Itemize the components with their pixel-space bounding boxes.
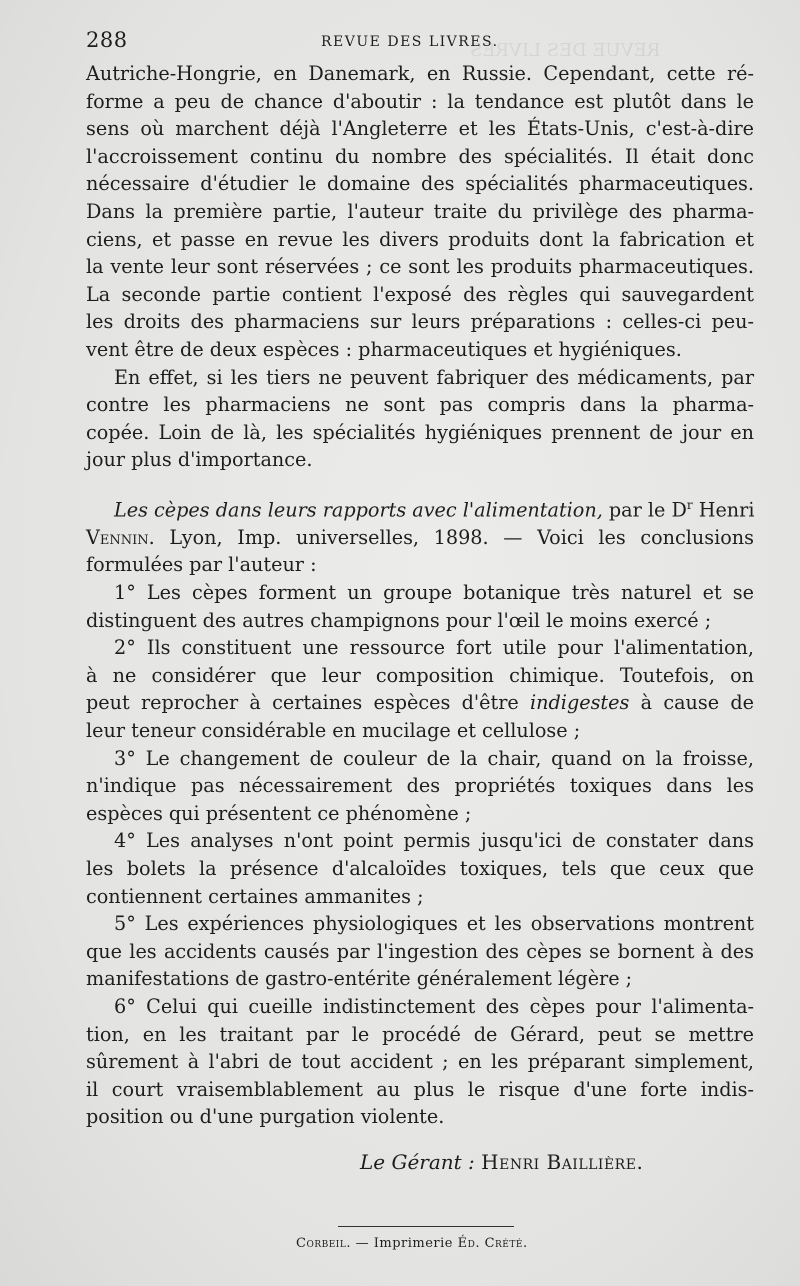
text-line: les bolets la présence d'alcaloïdes toxiques, tels que ceux que [86,857,754,881]
text-line: nécessaire d'étudier le domaine des spécialités pharmaceutiques. [86,172,754,196]
text-line: peut reprocher à certaines espèces d'être indigestes à cause de [86,691,754,715]
text-line: copée. Loin de là, les spécialités hygiéniques prennent de jour en [86,420,754,444]
text-line: Autriche-Hongrie, en Danemark, en Russie. Cependant, cette ré- [86,62,754,85]
book-review-entry [86,492,754,579]
imprint-city: Corbeil [296,1236,347,1251]
text-line: la vente leur sont réservées ; ce sont les produits pharmaceutiques. [86,255,754,279]
conclusion-5 [86,910,754,993]
book-title: Les cèpes dans leurs rapports avec l'alimentation, [114,498,603,522]
text-line: La seconde partie contient l'exposé des règles qui sauvegardent [86,282,754,306]
text-line: l'accroissement continu du nombre des spécialités. Il était donc [86,144,754,168]
text-line: 6° Celui qui cueille indistinctement des cèpes pour l'alimenta- [114,994,754,1018]
paragraph-2 [86,364,754,474]
text-line: manifestations de gastro-entérite généralement légère ; [86,967,633,991]
text-line: contiennent certaines ammanites ; [86,884,424,908]
text-line: Dans la première partie, l'auteur traite du privilège des pharma- [86,199,754,223]
page-header [86,28,754,64]
text-line: n'indique pas nécessairement des propriétés toxiques dans les [86,774,754,798]
printer-imprint: Corbeil. — Imprimerie Éd. Crété. [296,1236,528,1251]
running-head: REVUE DES LIVRES. [321,34,499,50]
text-line: En effet, si les tiers ne peuvent fabriquer des médicaments, par [114,365,754,389]
section-gap [86,474,754,492]
text-line: 3° Le changement de couleur de la chair, quand on la froisse, [114,746,754,770]
text-line: 1° Les cèpes forment un groupe botanique très naturel et se [114,581,754,605]
text-line: sûrement à l'abri de tout accident ; en les préparant simplement, [86,1050,754,1074]
text-line: 4° Les analyses n'ont point permis jusqu'ici de constater dans [114,829,754,853]
imprint-printer: Éd. Crété. [457,1236,528,1251]
text-line: contre les pharmaciens ne sont pas compris dans la pharma- [86,393,754,417]
text-line: distinguent des autres champignons pour l'œil le moins exercé ; [86,608,712,632]
conclusion-6 [86,993,754,1131]
signature-name: Henri Baillière. [481,1150,644,1174]
text-line: il court vraisemblablement au plus le risque d'une forte indis- [86,1077,754,1101]
text-line: les droits des pharmaciens sur leurs préparations : celles-ci peu- [86,310,754,334]
text-line: jour plus d'importance. [86,448,313,472]
text-line: vent être de deux espèces : pharmaceutiques et hygiéniques. [86,337,682,361]
text-line: forme a peu de chance d'aboutir : la tendance est plutôt dans le [86,89,754,113]
text-line: 5° Les expériences physiologiques et les observations montrent [114,912,754,936]
signature [360,1150,643,1174]
page-number: 288 [86,28,128,52]
review-citation-line: Vennin. Lyon, Imp. universelles, 1898. — Voici les conclusions [86,525,754,549]
footer-rule [338,1226,514,1227]
conclusion-4 [86,827,754,910]
text-line: espèces qui présentent ce phénomène ; [86,801,472,825]
text-line: ciens, et passe en revue les divers produits dont la fabrication et [86,227,754,251]
signature-role: Le Gérant : [360,1150,475,1174]
paragraph-1 [86,60,754,364]
text-line: tion, en les traitant par le procédé de Gérard, peut se mettre [86,1022,754,1046]
text-line: formulées par l'auteur : [86,553,317,577]
text-line: position ou d'une purgation violente. [86,1105,445,1129]
review-citation-line: Les cèpes dans leurs rapports avec l'alimentation, par le $D^r$ Henri [114,497,755,522]
body-text [86,60,754,1131]
emphasis: indigestes [530,691,630,715]
text-line: sens où marchent déjà l'Angleterre et les États-Unis, c'est-à-dire [86,117,754,141]
text-line: leur teneur considérable en mucilage et cellulose ; [86,719,581,743]
show-through-text: REVUE DES LIVRES [470,40,661,61]
conclusion-3 [86,745,754,828]
text-line: à ne considérer que leur composition chimique. Toutefois, on [86,663,754,687]
text-line: 2° Ils constituent une ressource fort utile pour l'alimentation, [114,636,754,660]
conclusion-2 [86,634,754,744]
text-line: que les accidents causés par l'ingestion des cèpes se bornent à des [86,939,754,963]
author-surname: Vennin [86,525,149,549]
conclusion-1 [86,579,754,634]
